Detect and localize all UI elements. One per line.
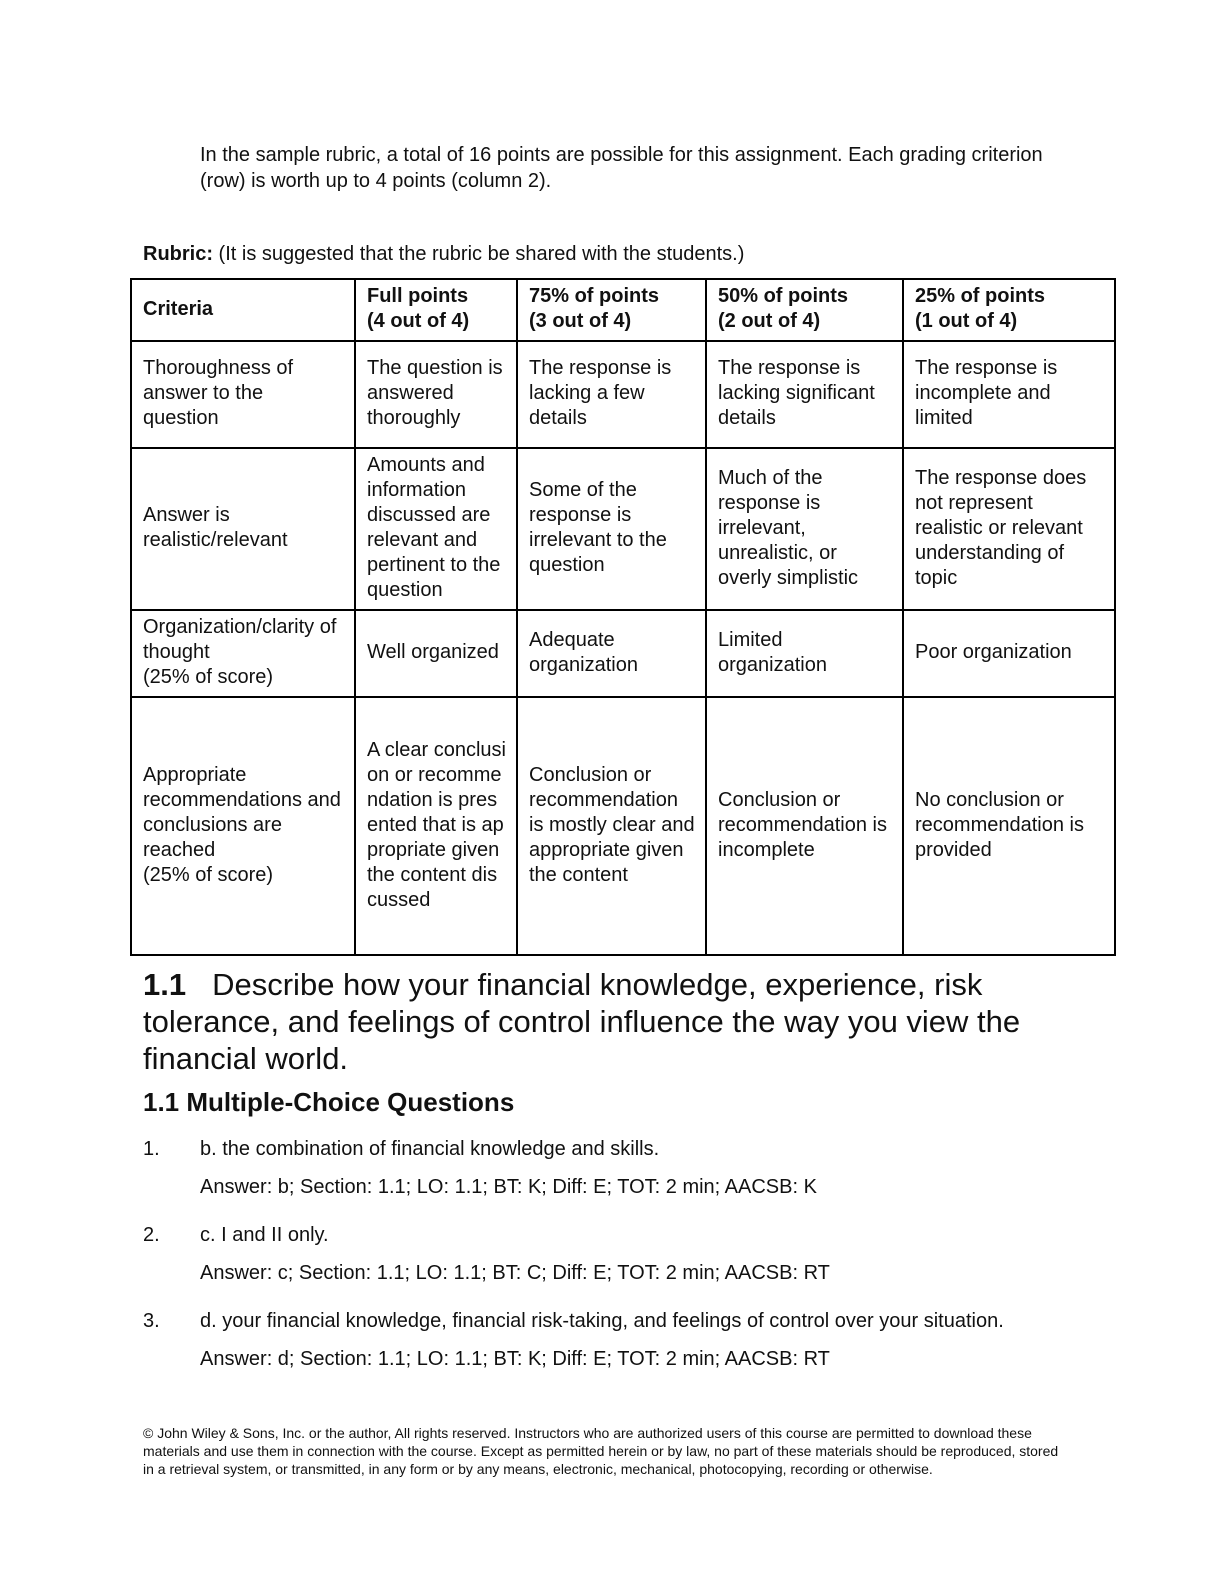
rubric-heading — [143, 241, 744, 267]
section-title-text: Describe how your financial knowledge, experience, risk tolerance, and feelings of control influence the way you view the financial world. — [143, 967, 1021, 1076]
question-answer-text: b. the combination of financial knowledge and skills. — [200, 1138, 660, 1160]
header-50-points: 50% of points (2 out of 4) — [706, 279, 903, 341]
full-points-cell: A clear conclusion or recommendation is presented that is appropriate given the content discussed — [355, 697, 517, 955]
criteria-note: (25% of score) — [143, 863, 274, 886]
p25-cell: The response does not represent realistic or relevant understanding of topic — [903, 448, 1115, 610]
question-number: 3. — [143, 1310, 160, 1332]
p50-cell: The response is lacking significant details — [706, 341, 903, 448]
p75-cell: Some of the response is irrelevant to the question — [517, 448, 706, 610]
question-answer-text: d. your financial knowledge, financial risk-taking, and feelings of control over your situation. — [200, 1310, 1004, 1332]
question-answer-text: c. I and II only. — [200, 1224, 329, 1246]
criteria-cell: Appropriate recommendations and conclusions are reached (25% of score) — [131, 697, 355, 955]
criteria-cell: Organization/clarity of thought (25% of score) — [131, 610, 355, 697]
table-row — [131, 448, 1115, 610]
rubric-note: (It is suggested that the rubric be shared with the students.) — [213, 243, 745, 265]
section-title — [143, 966, 1103, 1077]
section-number: 1.1 — [143, 967, 187, 1002]
answer-metadata: Answer: c; Section: 1.1; LO: 1.1; BT: C; Diff: E; TOT: 2 min; AACSB: RT — [200, 1262, 830, 1284]
p75-cell: Adequate organization — [517, 610, 706, 697]
p50-cell: Conclusion or recommendation is incomplete — [706, 697, 903, 955]
full-points-cell: Well organized — [355, 610, 517, 697]
p75-cell: Conclusion or recommendation is mostly clear and appropriate given the content — [517, 697, 706, 955]
criteria-note: (25% of score) — [143, 666, 274, 688]
list-item — [143, 1137, 1043, 1200]
p50-cell: Much of the response is irrelevant, unrealistic, or overly simplistic — [706, 448, 903, 610]
answer-metadata: Answer: d; Section: 1.1; LO: 1.1; BT: K; Diff: E; TOT: 2 min; AACSB: RT — [200, 1348, 830, 1370]
question-number: 2. — [143, 1224, 160, 1246]
criteria-cell: Thoroughness of answer to the question — [131, 341, 355, 448]
full-points-cell: The question is answered thoroughly — [355, 341, 517, 448]
header-criteria: Criteria — [131, 279, 355, 341]
subsection-heading: 1.1 Multiple-Choice Questions — [143, 1087, 515, 1117]
answer-metadata: Answer: b; Section: 1.1; LO: 1.1; BT: K; Diff: E; TOT: 2 min; AACSB: K — [200, 1176, 817, 1198]
table-row — [131, 697, 1115, 955]
rubric-table — [130, 278, 1116, 956]
list-item — [143, 1309, 1043, 1372]
table-row — [131, 341, 1115, 448]
table-row — [131, 610, 1115, 697]
question-number: 1. — [143, 1138, 160, 1160]
header-25-points: 25% of points (1 out of 4) — [903, 279, 1115, 341]
intro-paragraph: In the sample rubric, a total of 16 points are possible for this assignment. Each grading criterion (row) is worth up to 4 points (column 2). — [200, 144, 1043, 192]
rubric-header-row — [131, 279, 1115, 341]
list-item — [143, 1223, 1043, 1286]
header-full-points: Full points (4 out of 4) — [355, 279, 517, 341]
p25-cell: No conclusion or recommendation is provided — [903, 697, 1115, 955]
p75-cell: The response is lacking a few details — [517, 341, 706, 448]
p25-cell: The response is incomplete and limited — [903, 341, 1115, 448]
p25-cell: Poor organization — [903, 610, 1115, 697]
criteria-cell: Answer is realistic/relevant — [131, 448, 355, 610]
copyright-notice: © John Wiley & Sons, Inc. or the author, All rights reserved. Instructors who are authorized users of this course are permitted to download these materials and use them in connection with the course. Except as permitted herein or by law, no part of these materials should be reproduced, stored in a retrieval system, or transmitted, in any form or by any means, electronic, mechanical, photocopying, recording or otherwise. — [143, 1425, 1059, 1477]
header-75-points: 75% of points (3 out of 4) — [517, 279, 706, 341]
rubric-label: Rubric: — [143, 243, 213, 265]
p50-cell: Limited organization — [706, 610, 903, 697]
full-points-cell: Amounts and information discussed are relevant and pertinent to the question — [355, 448, 517, 610]
